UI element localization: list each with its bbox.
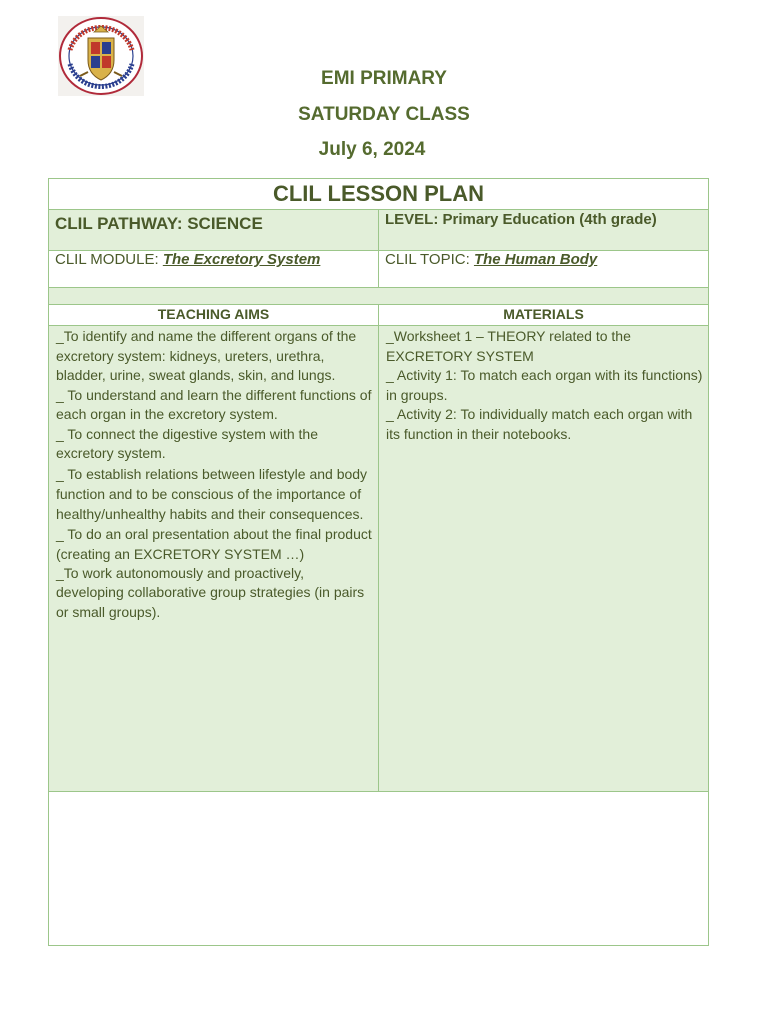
- level-cell: [378, 210, 708, 250]
- aim-item: _ To understand and learn the different functions of each organ in the excretory system.: [56, 386, 372, 422]
- content-row: [49, 325, 708, 791]
- lesson-plan-table: [48, 178, 709, 946]
- column-heading-row: [49, 304, 708, 325]
- module-row: [49, 250, 708, 287]
- materials-cell: [378, 326, 708, 791]
- materials-heading: MATERIALS: [378, 305, 708, 325]
- pathway-label: CLIL PATHWAY: SCIENCE: [55, 214, 263, 233]
- module-cell: [49, 251, 378, 287]
- aim-item: _To work autonomously and proactively, developing collaborative group strategies (in pairs or small groups).: [56, 564, 365, 620]
- aim-item: _ To do an oral presentation about the final product (creating an EXCRETORY SYSTEM …): [56, 525, 372, 562]
- module-value: The Excretory System: [162, 251, 321, 268]
- teaching-aims-heading: TEACHING AIMS: [157, 306, 270, 322]
- material-item: _ Activity 2: To individually match each organ with its function in their notebooks.: [386, 406, 693, 442]
- topic-label: CLIL TOPIC:: [385, 251, 474, 268]
- aim-item: _ To connect the digestive system with the excretory system.: [56, 425, 318, 461]
- aim-item: _To identify and name the different organs of the excretory system: kidneys, ureters, urethra, bladder, urine, sweat glands, skin, and lungs.: [56, 328, 357, 383]
- spacer-row: [49, 287, 708, 304]
- program-title: EMI PRIMARY: [321, 68, 447, 89]
- aim-item: _ To establish relations between lifestyle and body function and to be conscious of the importance of healthy/unhealthy habits and their consequences.: [56, 465, 368, 522]
- lesson-plan-heading: CLIL LESSON PLAN: [272, 181, 485, 206]
- topic-value: The Human Body: [473, 251, 598, 268]
- level-label: LEVEL:: [385, 211, 439, 228]
- module-label: CLIL MODULE:: [55, 251, 163, 268]
- pathway-row: [49, 209, 708, 250]
- level-value: Primary Education (4th grade): [442, 211, 657, 228]
- teaching-aims-cell: [49, 326, 378, 791]
- pathway-cell: [49, 210, 378, 250]
- empty-bottom-row: [49, 791, 708, 945]
- material-item: _ Activity 1: To match each organ with its functions) in groups.: [386, 367, 703, 403]
- material-item: _Worksheet 1 – THEORY related to the EXCRETORY SYSTEM: [386, 328, 631, 364]
- class-title: SATURDAY CLASS: [298, 104, 470, 125]
- date-title: July 6, 2024: [318, 139, 426, 160]
- topic-cell: [378, 251, 708, 287]
